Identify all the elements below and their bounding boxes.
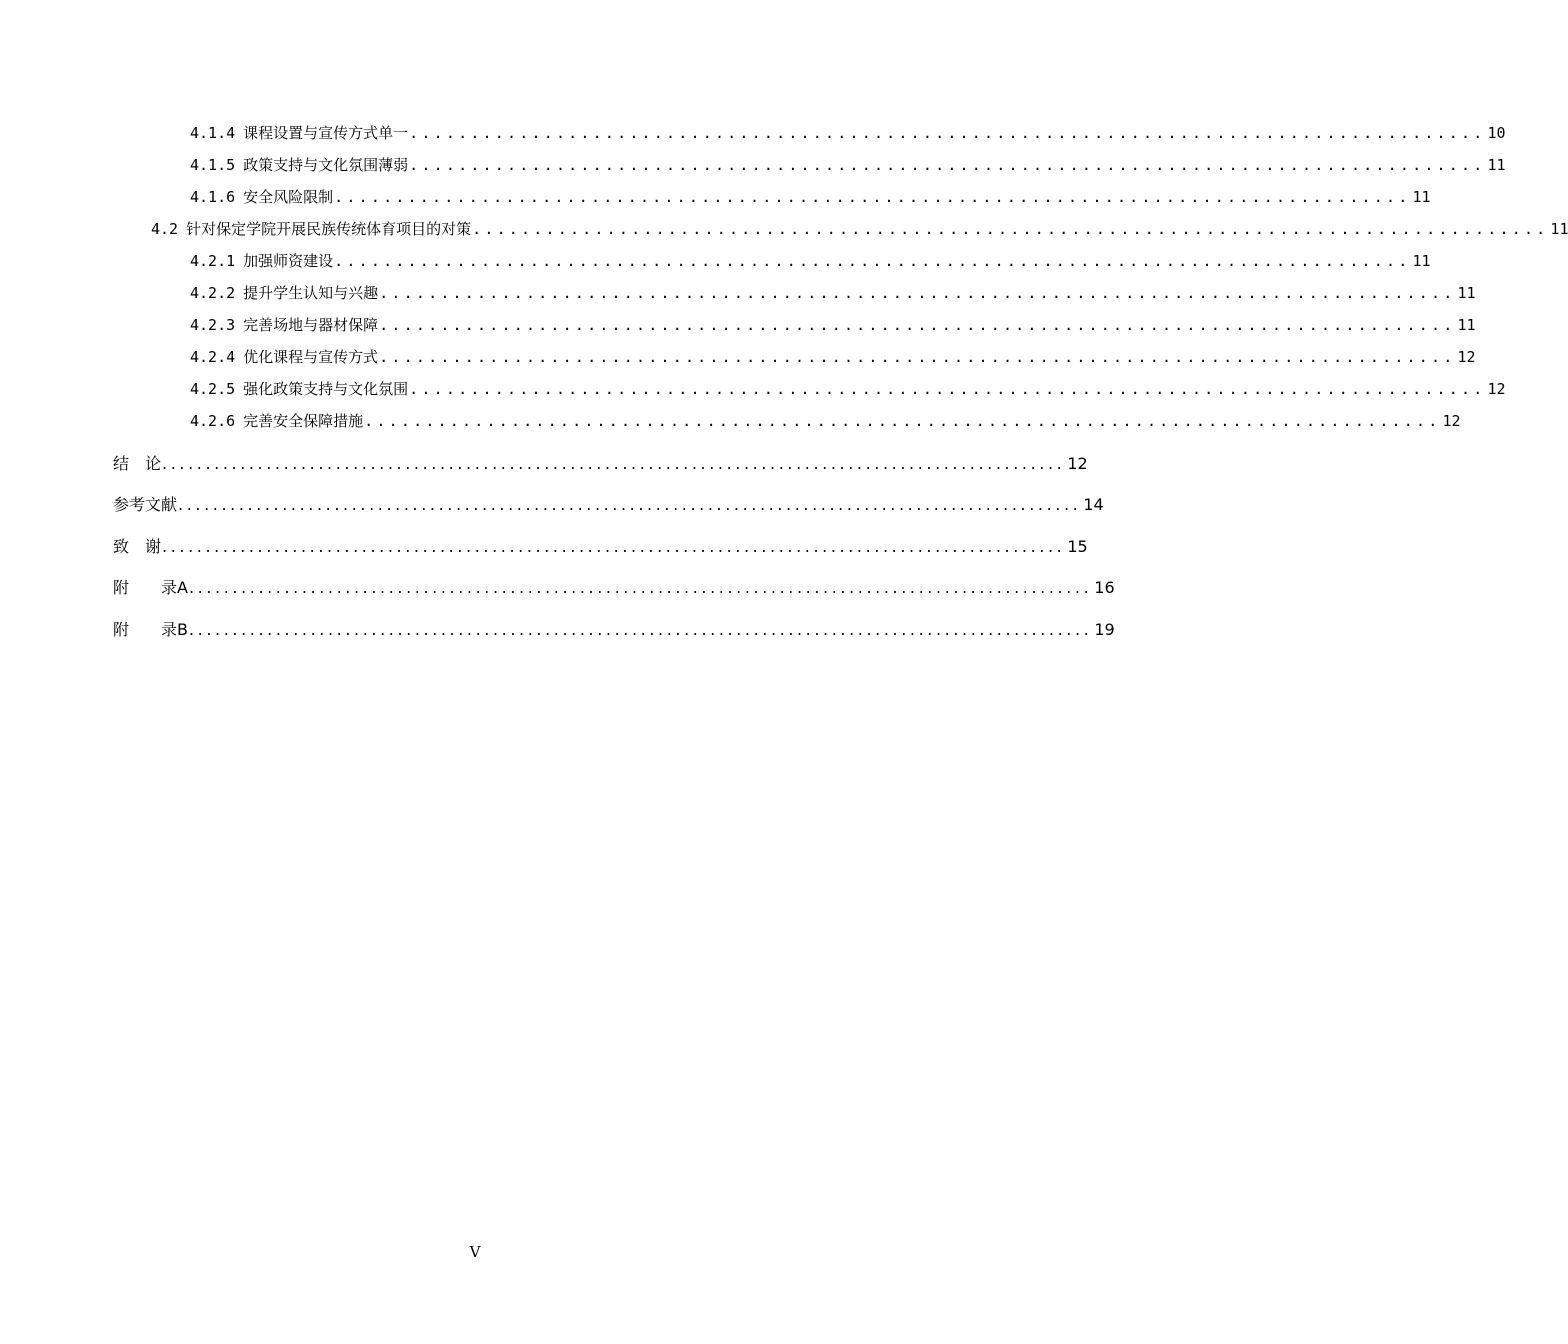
toc-entry-page: 11 bbox=[1550, 220, 1568, 238]
toc-leader-dots: ........................................................................................ bbox=[364, 412, 1441, 430]
toc-entry-4-2-4[interactable] bbox=[190, 346, 1476, 367]
toc-entry-4-1-5[interactable] bbox=[190, 154, 1506, 175]
toc-section-page: 19 bbox=[1094, 620, 1115, 639]
toc-entry-number: 4.1.6 bbox=[190, 188, 236, 206]
toc-entry-page: 12 bbox=[1487, 380, 1506, 398]
toc-entry-number: 4.1.5 bbox=[190, 156, 236, 174]
toc-section-appendix-a[interactable] bbox=[113, 575, 1115, 598]
toc-leader-dots: ........................................................................................ bbox=[379, 284, 1456, 302]
toc-entry-title: 安全风险限制 bbox=[243, 188, 334, 206]
toc-leader-dots: ........................................................................................ bbox=[409, 156, 1486, 174]
toc-section-title: 附 录A bbox=[113, 578, 188, 597]
toc-leader-dots: ........................................................................................ bbox=[334, 252, 1411, 270]
toc-section-title: 结 论 bbox=[113, 454, 162, 473]
toc-entry-number: 4.2.5 bbox=[190, 380, 236, 398]
toc-entry-title: 针对保定学院开展民族传统体育项目的对策 bbox=[186, 220, 472, 238]
toc-entry-page: 11 bbox=[1487, 156, 1506, 174]
toc-section-page: 15 bbox=[1067, 537, 1088, 556]
toc-entry-title: 强化政策支持与文化氛围 bbox=[243, 380, 409, 398]
toc-entry-number: 4.2.2 bbox=[190, 284, 236, 302]
toc-section-conclusion[interactable] bbox=[113, 451, 1088, 474]
toc-section-title: 附 录B bbox=[113, 620, 188, 639]
toc-section-page: 16 bbox=[1094, 578, 1115, 597]
toc-entry-number: 4.2 bbox=[151, 220, 179, 238]
toc-entry-number: 4.2.3 bbox=[190, 316, 236, 334]
toc-entry-4-2-3[interactable] bbox=[190, 314, 1476, 335]
toc-leader-dots: ........................................................................................................ bbox=[188, 578, 1093, 597]
toc-entry-page: 11 bbox=[1457, 284, 1476, 302]
toc-entry-4-2-6[interactable] bbox=[190, 410, 1461, 431]
toc-entry-number: 4.2.1 bbox=[190, 252, 236, 270]
toc-entry-4-1-6[interactable] bbox=[190, 186, 1431, 207]
toc-entry-title: 完善安全保障措施 bbox=[243, 412, 364, 430]
toc-leader-dots: ........................................................................................ bbox=[409, 380, 1486, 398]
toc-entry-4-2-5[interactable] bbox=[190, 378, 1506, 399]
toc-entry-4-2-2[interactable] bbox=[190, 282, 1476, 303]
toc-leader-dots: ........................................................................................................ bbox=[178, 495, 1082, 514]
toc-leader-dots: ........................................................................................ bbox=[334, 188, 1411, 206]
page-number: V bbox=[469, 1243, 481, 1261]
toc-entry-title: 提升学生认知与兴趣 bbox=[243, 284, 379, 302]
toc-leader-dots: ........................................................................................ bbox=[472, 220, 1549, 238]
toc-section-page: 12 bbox=[1067, 454, 1088, 473]
toc-entry-page: 12 bbox=[1442, 412, 1461, 430]
toc-entry-title: 课程设置与宣传方式单一 bbox=[243, 124, 409, 142]
toc-leader-dots: ........................................................................................ bbox=[409, 124, 1486, 142]
toc-entry-title: 完善场地与器材保障 bbox=[243, 316, 379, 334]
toc-leader-dots: ........................................................................................................ bbox=[162, 537, 1066, 556]
toc-leader-dots: ........................................................................................ bbox=[379, 348, 1456, 366]
toc-entry-4-2[interactable] bbox=[151, 218, 1568, 239]
toc-leader-dots: ........................................................................................................ bbox=[162, 454, 1066, 473]
toc-entry-4-2-1[interactable] bbox=[190, 250, 1431, 271]
toc-section-title: 致 谢 bbox=[113, 537, 162, 556]
toc-leader-dots: ........................................................................................................ bbox=[188, 620, 1093, 639]
toc-section-references[interactable] bbox=[113, 492, 1104, 515]
toc-entry-page: 11 bbox=[1457, 316, 1476, 334]
toc-entry-page: 11 bbox=[1412, 188, 1431, 206]
toc-entry-4-1-4[interactable] bbox=[190, 122, 1506, 143]
toc-entry-page: 10 bbox=[1487, 124, 1506, 142]
toc-section-acknowledgements[interactable] bbox=[113, 534, 1088, 557]
toc-section-page: 14 bbox=[1083, 495, 1104, 514]
toc-leader-dots: ........................................................................................ bbox=[379, 316, 1456, 334]
toc-entry-number: 4.2.6 bbox=[190, 412, 236, 430]
toc-entry-title: 加强师资建设 bbox=[243, 252, 334, 270]
toc-entry-page: 11 bbox=[1412, 252, 1431, 270]
toc-entry-number: 4.1.4 bbox=[190, 124, 236, 142]
toc-entry-number: 4.2.4 bbox=[190, 348, 236, 366]
toc-entry-page: 12 bbox=[1457, 348, 1476, 366]
toc-section-appendix-b[interactable] bbox=[113, 617, 1115, 640]
toc-entry-title: 政策支持与文化氛围薄弱 bbox=[243, 156, 409, 174]
toc-section-title: 参考文献 bbox=[113, 495, 178, 514]
toc-entry-title: 优化课程与宣传方式 bbox=[243, 348, 379, 366]
